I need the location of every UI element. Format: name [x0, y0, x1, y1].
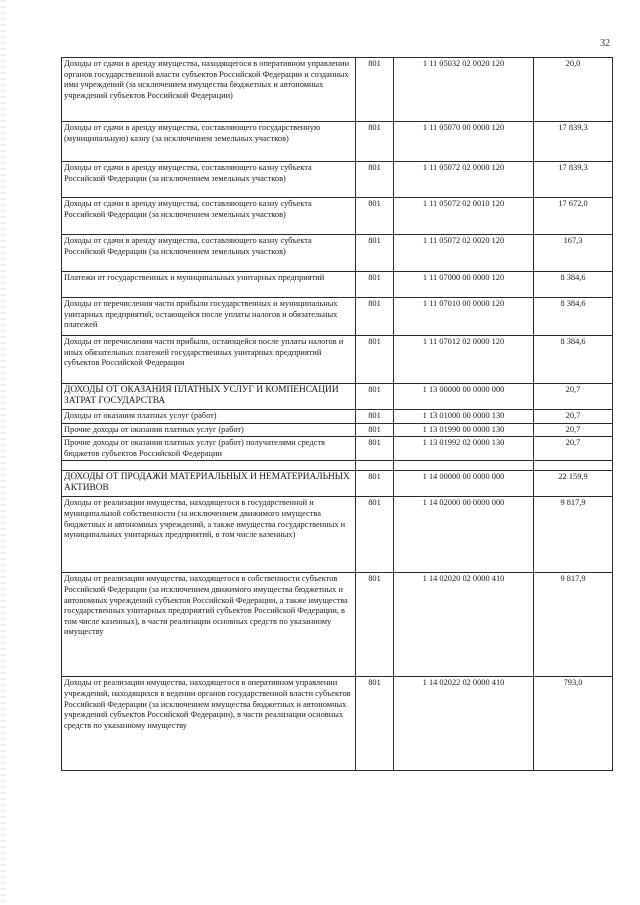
spacer-cell — [394, 461, 534, 471]
row-budget-code: 1 13 01992 02 0000 130 — [394, 437, 534, 461]
row-budget-code: 1 14 00000 00 0000 000 — [394, 471, 534, 497]
row-budget-code: 1 13 01990 00 0000 130 — [394, 423, 534, 437]
row-admin-code: 801 — [356, 497, 394, 573]
row-admin-code: 801 — [356, 58, 394, 122]
row-name: Доходы от реализации имущества, находящегося в государственной и муниципальной собственности (за исключением движимого имущества бюджетных и автономных учреждений, а также имущества государственных и муниципальных унитарных предприятий, в том числе казенных) — [62, 497, 356, 573]
table-spacer-row — [62, 461, 613, 471]
table-row — [62, 677, 613, 771]
table-section-row — [62, 384, 613, 410]
row-admin-code: 801 — [356, 272, 394, 298]
row-budget-code: 1 13 00000 00 0000 000 — [394, 384, 534, 410]
row-budget-code: 1 11 07000 00 0000 120 — [394, 272, 534, 298]
row-admin-code: 801 — [356, 471, 394, 497]
row-admin-code: 801 — [356, 298, 394, 336]
row-admin-code: 801 — [356, 573, 394, 677]
row-admin-code: 801 — [356, 198, 394, 235]
row-sum: 793,0 — [534, 677, 613, 771]
row-name: Доходы от реализации имущества, находящегося в собственности субъектов Российской Федерации (за исключением движимого имущества бюджетных и автономных учреждений субъектов Российской Федерации, а также имущества государственных унитарных предприятий субъектов Российской Федерации, в том числе казенных), в части реализации основных средств по указанному имуществу — [62, 573, 356, 677]
row-name: Доходы от реализации имущества, находящегося в оперативном управлении учреждений, находящихся в ведении органов государственной власти субъектов Российской Федерации (за исключением имущества бюджетных и автономных учреждений субъектов Российской Федерации), в части реализации основных средств по указанному имуществу — [62, 677, 356, 771]
row-budget-code: 1 11 05070 00 0000 120 — [394, 122, 534, 162]
row-sum: 20,7 — [534, 410, 613, 424]
row-budget-code: 1 11 05072 02 0000 120 — [394, 162, 534, 198]
section-title: ДОХОДЫ ОТ ПРОДАЖИ МАТЕРИАЛЬНЫХ И НЕМАТЕРИАЛЬНЫХ АКТИВОВ — [62, 471, 356, 497]
table-row — [62, 272, 613, 298]
row-sum: 22 159,9 — [534, 471, 613, 497]
budget-revenue-table — [61, 57, 613, 771]
row-sum: 20,7 — [534, 384, 613, 410]
row-budget-code: 1 11 07010 00 0000 120 — [394, 298, 534, 336]
row-budget-code: 1 11 07012 02 0000 120 — [394, 336, 534, 384]
row-name: Доходы от перечисления части прибыли, остающейся после уплаты налогов и иных обязательных платежей государственных унитарных предприятий субъектов Российской Федерации — [62, 336, 356, 384]
spacer-cell — [62, 461, 356, 471]
row-sum: 8 384,6 — [534, 272, 613, 298]
page-number: 32 — [600, 38, 610, 49]
table-row — [62, 410, 613, 424]
row-admin-code: 801 — [356, 423, 394, 437]
table-row — [62, 573, 613, 677]
row-budget-code: 1 14 02000 00 0000 000 — [394, 497, 534, 573]
row-name: Прочие доходы от оказания платных услуг (работ) — [62, 423, 356, 437]
row-sum: 9 817,9 — [534, 573, 613, 677]
section-title: ДОХОДЫ ОТ ОКАЗАНИЯ ПЛАТНЫХ УСЛУГ И КОМПЕНСАЦИИ ЗАТРАТ ГОСУДАРСТВА — [62, 384, 356, 410]
row-name: Доходы от сдачи в аренду имущества, составляющего казну субъекта Российской Федерации (за исключением земельных участков) — [62, 162, 356, 198]
row-sum: 20,0 — [534, 58, 613, 122]
table-row — [62, 58, 613, 122]
table-row — [62, 298, 613, 336]
row-admin-code: 801 — [356, 336, 394, 384]
scan-edge-artifact — [0, 0, 6, 905]
row-sum: 17 672,0 — [534, 198, 613, 235]
row-name: Доходы от сдачи в аренду имущества, составляющего государственную (муниципальную) казну (за исключением земельных участков) — [62, 122, 356, 162]
row-sum: 17 839,3 — [534, 122, 613, 162]
row-admin-code: 801 — [356, 384, 394, 410]
table-row — [62, 423, 613, 437]
row-name: Доходы от оказания платных услуг (работ) — [62, 410, 356, 424]
table-row — [62, 497, 613, 573]
row-budget-code: 1 13 01000 00 0000 130 — [394, 410, 534, 424]
row-admin-code: 801 — [356, 122, 394, 162]
row-name: Доходы от перечисления части прибыли государственных и муниципальных унитарных предприятий, остающейся после уплаты налогов и обязательных платежей — [62, 298, 356, 336]
row-name: Доходы от сдачи в аренду имущества, находящегося в оперативном управлении органов государственной власти субъектов Российской Федерации и созданных ими учреждений (за исключением имущества бюджетных и автономных учреждений субъектов Российской Федерации) — [62, 58, 356, 122]
spacer-cell — [534, 461, 613, 471]
row-budget-code: 1 11 05032 02 0020 120 — [394, 58, 534, 122]
row-sum: 8 384,6 — [534, 336, 613, 384]
table-row — [62, 162, 613, 198]
row-admin-code: 801 — [356, 410, 394, 424]
row-budget-code: 1 14 02020 02 0000 410 — [394, 573, 534, 677]
table-row — [62, 198, 613, 235]
row-name: Прочие доходы от оказания платных услуг (работ) получателями средств бюджетов субъектов Российской Федерации — [62, 437, 356, 461]
row-name: Доходы от сдачи в аренду имущества, составляющего казну субъекта Российской Федерации (за исключением земельных участков) — [62, 235, 356, 272]
row-name: Доходы от сдачи в аренду имущества, составляющего казну субъекта Российской Федерации (за исключением земельных участков) — [62, 198, 356, 235]
spacer-cell — [356, 461, 394, 471]
table-row — [62, 437, 613, 461]
table-section-row — [62, 471, 613, 497]
row-budget-code: 1 11 05072 02 0020 120 — [394, 235, 534, 272]
row-sum: 20,7 — [534, 437, 613, 461]
row-admin-code: 801 — [356, 162, 394, 198]
table-row — [62, 336, 613, 384]
row-admin-code: 801 — [356, 235, 394, 272]
row-name: Платежи от государственных и муниципальных унитарных предприятий — [62, 272, 356, 298]
row-budget-code: 1 11 05072 02 0010 120 — [394, 198, 534, 235]
row-sum: 167,3 — [534, 235, 613, 272]
row-admin-code: 801 — [356, 677, 394, 771]
row-sum: 8 384,6 — [534, 298, 613, 336]
row-sum: 9 817,9 — [534, 497, 613, 573]
row-budget-code: 1 14 02022 02 0000 410 — [394, 677, 534, 771]
row-sum: 20,7 — [534, 423, 613, 437]
row-admin-code: 801 — [356, 437, 394, 461]
table-row — [62, 235, 613, 272]
row-sum: 17 839,3 — [534, 162, 613, 198]
table-row — [62, 122, 613, 162]
